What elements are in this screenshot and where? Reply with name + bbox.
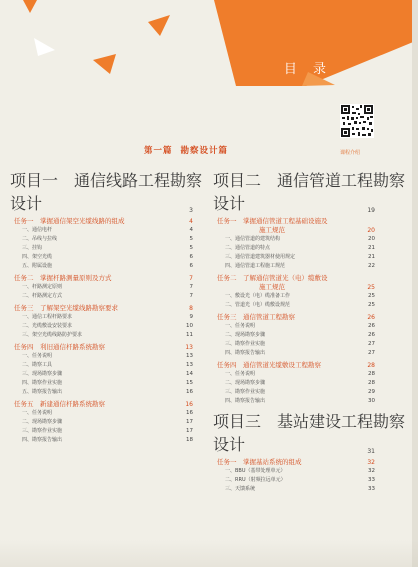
toc-page-number: 4 bbox=[189, 227, 193, 233]
toc-item[interactable] bbox=[213, 235, 375, 244]
toc-page-number: 28 bbox=[368, 371, 375, 377]
toc-project[interactable] bbox=[213, 168, 406, 214]
toc-item[interactable] bbox=[213, 349, 375, 358]
toc-task-label: 任务五 新建通信杆路系统勘察 bbox=[14, 400, 105, 408]
toc-title: 目 录 bbox=[283, 62, 333, 77]
toc-item[interactable] bbox=[213, 397, 375, 406]
toc-item[interactable] bbox=[10, 262, 193, 271]
toc-page-number: 15 bbox=[186, 380, 193, 386]
toc-item-label: 一、任务说明 bbox=[22, 353, 53, 359]
toc-item[interactable] bbox=[213, 340, 375, 349]
toc-page-number: 30 bbox=[368, 398, 375, 404]
toc-page-number: 16 bbox=[186, 410, 193, 416]
toc-item-label: 三、天馈系统 bbox=[225, 486, 256, 492]
toc-item[interactable] bbox=[10, 331, 193, 340]
deco-triangle-2 bbox=[148, 15, 170, 36]
toc-project-label: 设计 bbox=[213, 435, 246, 454]
toc-project-label: 项目一 通信线路工程勘察 bbox=[10, 171, 203, 190]
deco-triangle-1 bbox=[23, 0, 37, 13]
toc-item[interactable] bbox=[213, 467, 375, 476]
toc-item[interactable] bbox=[10, 283, 193, 292]
part-name: 勘察设计篇 bbox=[180, 146, 229, 156]
toc-page-number: 26 bbox=[368, 332, 375, 338]
toc-item[interactable] bbox=[10, 418, 193, 427]
toc-item[interactable] bbox=[10, 370, 193, 379]
toc-item-label: 三、勘察作业实施 bbox=[225, 341, 266, 347]
toc-page-number: 11 bbox=[186, 332, 193, 338]
toc-page-number: 33 bbox=[368, 477, 375, 483]
toc-item[interactable] bbox=[213, 485, 375, 494]
toc-item-label: 一、敷设光（电）缆准备工作 bbox=[225, 293, 291, 299]
toc-item-label: 二、现场勘察步骤 bbox=[225, 332, 266, 338]
toc-right-column bbox=[213, 168, 406, 494]
toc-page-number: 19 bbox=[367, 207, 375, 214]
toc-item-label: 二、通信管道的特点 bbox=[225, 245, 271, 251]
toc-task[interactable] bbox=[10, 400, 193, 409]
toc-page-number: 16 bbox=[185, 401, 193, 408]
toc-page-number: 6 bbox=[189, 254, 193, 260]
part-title bbox=[144, 144, 236, 156]
toc-task-label: 任务四 通信管道光缆敷设工程勘察 bbox=[217, 361, 321, 369]
toc-task[interactable] bbox=[213, 274, 375, 292]
toc-page-number: 28 bbox=[367, 362, 375, 369]
toc-item-label: 三、勘察作业实施 bbox=[22, 428, 63, 434]
toc-task-label: 任务二 了解通信管道光（电）缆敷设 bbox=[217, 274, 328, 282]
toc-project-label: 设计 bbox=[213, 194, 246, 213]
toc-item-label: 二、勘察工具 bbox=[22, 362, 53, 368]
toc-task[interactable] bbox=[10, 217, 193, 226]
qr-caption: 课程介绍 bbox=[340, 150, 361, 156]
toc-item-label: 二、现场勘察步骤 bbox=[225, 380, 266, 386]
toc-page-number: 20 bbox=[367, 227, 375, 234]
toc-page-number: 9 bbox=[189, 314, 193, 320]
toc-item[interactable] bbox=[10, 244, 193, 253]
toc-page-number: 20 bbox=[368, 236, 375, 242]
toc-item-label: 一、任务说明 bbox=[22, 410, 53, 416]
toc-page-number: 16 bbox=[186, 389, 193, 395]
toc-item[interactable] bbox=[213, 331, 375, 340]
toc-page-number: 25 bbox=[367, 284, 375, 291]
toc-item[interactable] bbox=[10, 409, 193, 418]
toc-item[interactable] bbox=[213, 244, 375, 253]
toc-item[interactable] bbox=[10, 352, 193, 361]
toc-page-number: 25 bbox=[368, 302, 375, 308]
toc-page-number: 18 bbox=[186, 437, 193, 443]
toc-item[interactable] bbox=[10, 379, 193, 388]
toc-item-label: 二、光缆敷设安装要求 bbox=[22, 323, 73, 329]
toc-item[interactable] bbox=[10, 388, 193, 397]
toc-page-number: 32 bbox=[368, 468, 375, 474]
toc-page-number: 28 bbox=[368, 380, 375, 386]
toc-item[interactable] bbox=[10, 427, 193, 436]
toc-project-label: 项目三 基站建设工程勘察 bbox=[213, 412, 406, 431]
toc-task[interactable] bbox=[213, 217, 375, 235]
toc-page-number: 3 bbox=[189, 207, 193, 214]
toc-item-label: 一、BBU（基带处理单元） bbox=[225, 468, 286, 474]
toc-page-number: 4 bbox=[189, 218, 193, 225]
toc-page-number: 13 bbox=[186, 362, 193, 368]
toc-item[interactable] bbox=[213, 370, 375, 379]
toc-item-label: 一、通信工程杆路要求 bbox=[22, 314, 73, 320]
toc-page-number: 6 bbox=[189, 263, 193, 269]
toc-item[interactable] bbox=[10, 292, 193, 301]
toc-task-label: 任务三 通信管道工程勘察 bbox=[217, 313, 295, 321]
toc-item-label: 三、现场勘察步骤 bbox=[22, 371, 63, 377]
toc-item-label: 四、勘察报告输出 bbox=[225, 350, 266, 356]
toc-item[interactable] bbox=[213, 379, 375, 388]
toc-item[interactable] bbox=[10, 436, 193, 445]
toc-item[interactable] bbox=[213, 301, 375, 310]
toc-item[interactable] bbox=[10, 313, 193, 322]
toc-task[interactable] bbox=[10, 274, 193, 283]
toc-page-number: 17 bbox=[186, 419, 193, 425]
toc-item-label: 三、挂钩 bbox=[22, 245, 43, 251]
toc-page-number: 21 bbox=[368, 254, 375, 260]
toc-project-label: 项目二 通信管道工程勘察 bbox=[213, 171, 406, 190]
toc-page-number: 8 bbox=[189, 305, 193, 312]
toc-task-label: 任务四 利旧通信杆路系统勘察 bbox=[14, 343, 105, 351]
toc-left-column bbox=[10, 168, 203, 445]
toc-item[interactable] bbox=[10, 322, 193, 331]
toc-page-number: 27 bbox=[368, 350, 375, 356]
page-edge bbox=[412, 0, 418, 567]
part-label: 第一篇 bbox=[144, 146, 173, 156]
toc-task[interactable] bbox=[10, 343, 193, 352]
toc-task-label: 任务二 掌握杆路测量原则及方式 bbox=[14, 274, 112, 282]
toc-project-label: 设计 bbox=[10, 194, 43, 213]
toc-item-label: 二、RRU（射频拉远单元） bbox=[225, 477, 286, 483]
toc-page-number: 31 bbox=[367, 448, 375, 455]
toc-project[interactable] bbox=[10, 168, 203, 214]
toc-item-label: 一、通信电杆 bbox=[22, 227, 53, 233]
toc-task[interactable] bbox=[213, 458, 375, 467]
toc-item-label: 四、勘察作业实施 bbox=[22, 380, 63, 386]
toc-item-label: 五、附属设施 bbox=[22, 263, 53, 269]
toc-item[interactable] bbox=[213, 262, 375, 271]
toc-task-label: 任务三 了解架空光缆线路勘察要求 bbox=[14, 304, 118, 312]
toc-item-label: 一、任务说明 bbox=[225, 323, 256, 329]
toc-task-label: 任务一 掌握通信架空光缆线路的组成 bbox=[14, 217, 125, 225]
toc-page-number: 32 bbox=[367, 459, 375, 466]
toc-page-number: 7 bbox=[189, 293, 193, 299]
toc-page-number: 10 bbox=[186, 323, 193, 329]
toc-item-label: 四、勘察报告输出 bbox=[22, 437, 63, 443]
toc-task-label: 施工规范 bbox=[259, 283, 285, 291]
toc-item-label: 三、通信管道建筑器材使用规定 bbox=[225, 254, 296, 260]
deco-triangle-3 bbox=[34, 38, 55, 56]
page-shadow bbox=[0, 540, 418, 567]
toc-item-label: 二、吊线与拉线 bbox=[22, 236, 58, 242]
toc-page-number: 7 bbox=[189, 284, 193, 290]
toc-item[interactable] bbox=[10, 253, 193, 262]
toc-page-number: 5 bbox=[189, 245, 193, 251]
toc-page-number: 7 bbox=[189, 275, 193, 282]
toc-item[interactable] bbox=[213, 322, 375, 331]
toc-page-number: 33 bbox=[368, 486, 375, 492]
toc-task[interactable] bbox=[213, 313, 375, 322]
toc-page-number: 26 bbox=[368, 323, 375, 329]
toc-item[interactable] bbox=[213, 388, 375, 397]
toc-item-label: 二、杆路测定方式 bbox=[22, 293, 63, 299]
toc-page-number: 17 bbox=[186, 428, 193, 434]
toc-project[interactable] bbox=[213, 409, 406, 455]
toc-item-label: 一、杆路测定原则 bbox=[22, 284, 63, 290]
toc-page-number: 29 bbox=[368, 389, 375, 395]
toc-page-number: 22 bbox=[368, 263, 375, 269]
toc-page-number: 21 bbox=[368, 245, 375, 251]
toc-item-label: 四、通信管道工程施工规范 bbox=[225, 263, 286, 269]
toc-item[interactable] bbox=[10, 226, 193, 235]
toc-item-label: 二、管道光（电）缆敷设规范 bbox=[225, 302, 291, 308]
toc-page-number: 13 bbox=[186, 353, 193, 359]
toc-item-label: 三、架空光缆线路防护要求 bbox=[22, 332, 83, 338]
toc-page-number: 13 bbox=[185, 344, 193, 351]
toc-page-number: 25 bbox=[368, 293, 375, 299]
toc-page-number: 14 bbox=[186, 371, 193, 377]
toc-page-number: 5 bbox=[189, 236, 193, 242]
toc-item-label: 三、勘察作业实施 bbox=[225, 389, 266, 395]
toc-item[interactable] bbox=[213, 476, 375, 485]
toc-task-label: 施工规范 bbox=[259, 226, 285, 234]
toc-task[interactable] bbox=[10, 304, 193, 313]
toc-item[interactable] bbox=[10, 361, 193, 370]
toc-page-number: 26 bbox=[367, 314, 375, 321]
deco-triangle-4 bbox=[93, 54, 116, 74]
toc-item-label: 四、架空光缆 bbox=[22, 254, 53, 260]
toc-item-label: 四、勘察报告输出 bbox=[225, 398, 266, 404]
toc-item-label: 一、任务说明 bbox=[225, 371, 256, 377]
toc-task-label: 任务一 掌握基站系统的组成 bbox=[217, 458, 302, 466]
toc-page-number: 27 bbox=[368, 341, 375, 347]
toc-task-label: 任务一 掌握通信管道工程基础设施及 bbox=[217, 217, 328, 225]
toc-task[interactable] bbox=[213, 361, 375, 370]
toc-item[interactable] bbox=[213, 253, 375, 262]
toc-item[interactable] bbox=[10, 235, 193, 244]
toc-item[interactable] bbox=[213, 292, 375, 301]
qr-code-icon[interactable] bbox=[340, 104, 374, 138]
toc-item-label: 五、勘察报告输出 bbox=[22, 389, 63, 395]
toc-item-label: 一、通信管道的建筑结构 bbox=[225, 236, 281, 242]
toc-item-label: 二、现场勘察步骤 bbox=[22, 419, 63, 425]
